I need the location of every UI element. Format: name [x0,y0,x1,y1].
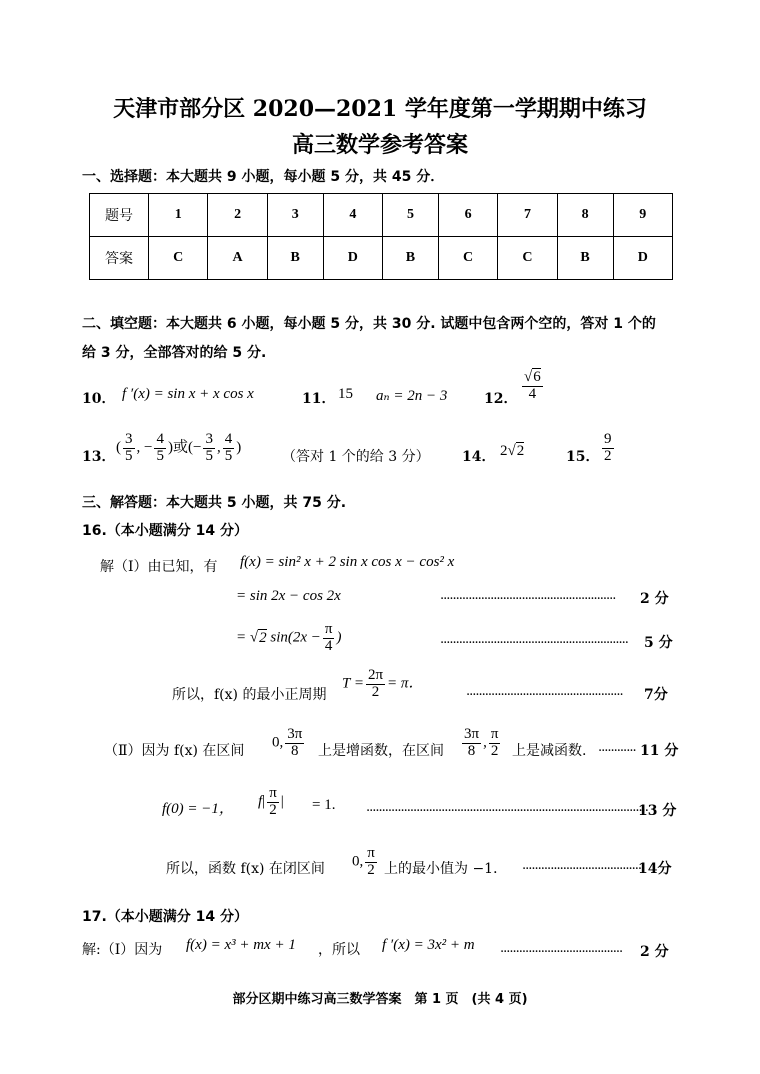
q16-values-score: 13 分 [638,803,677,819]
q15-answer: $\frac{9}{2}$ [604,431,612,464]
table-cell: 6 [438,194,497,237]
document-title-line1: 天津市部分区 2020—2021 学年度第一学期期中练习 [113,96,647,122]
table-header-answer: 答案 [90,237,149,280]
q16-line2: = sin 2x − cos 2x [236,588,341,604]
table-cell: 8 [557,194,613,237]
q16-line3-score: 5 分 [644,635,673,651]
dot-leader: .................................................. [466,684,623,699]
dot-leader: ....................................... [500,941,623,956]
q16-conclusion-score: 14分 [638,861,672,877]
q16-conclusion-b: 上的最小值为 −1． [384,861,508,877]
q17-line1-b: f(x) = x³ + mx + 1 [186,937,296,953]
q17-line1-a: 解:（Ⅰ）因为 [82,942,163,958]
table-cell: B [383,237,439,280]
dot-leader: .......................................................................................... [366,800,648,815]
table-cell: A [208,237,267,280]
table-cell: D [323,237,382,280]
section3-heading: 三、解答题：本大题共 5 小题，共 75 分. [82,495,347,511]
q16-part2-text-b: 上是增函数，在区间 [318,743,444,759]
q16-line3: = √2 sin(2x − $\frac{\pi}{4}$ ) [236,621,342,654]
table-header-number: 题号 [90,194,149,237]
q16-interval-1: 0, $\frac{3\pi}{8}$ [272,726,303,759]
q16-period-score: 7分 [644,687,668,703]
q11-label: 11． [302,391,336,407]
table-row-answers [90,237,673,280]
dot-leader: ........................................................ [440,588,616,603]
q16-part1-intro: 解（Ⅰ）由已知，有 [100,559,218,575]
page-footer: 部分区期中练习高三数学答案 第 1 页 (共 4 页) [232,992,528,1007]
q11-answer-b: aₙ = 2n − 3 [376,388,448,404]
q12-answer: $\frac{√6}{4}$ [524,369,541,402]
document-title-line2: 高三数学参考答案 [291,132,468,158]
table-cell: 4 [323,194,382,237]
q11-answer-a: 15 [338,386,353,402]
table-cell: B [267,237,323,280]
table-cell: C [498,237,557,280]
q14-label: 14． [462,449,496,465]
table-cell: 3 [267,194,323,237]
table-cell: D [613,237,672,280]
q16-values-fx: f| $\frac{\pi}{2}$ | [258,785,284,818]
table-cell: C [149,237,208,280]
q16-part2-text-a: （Ⅱ）因为 f(x) 在区间 [104,743,245,759]
dot-leader: ............ [598,740,636,755]
table-cell: 1 [149,194,208,237]
q16-part2-text-c: 上是减函数. [512,743,587,759]
q12-label: 12． [484,391,518,407]
q13-note: （答对 1 个的给 3 分） [282,449,430,465]
table-cell: 7 [498,194,557,237]
q16-conclusion-a: 所以，函数 f(x) 在闭区间 [166,861,325,877]
answer-table [89,193,673,280]
q13-or: 或 [172,439,188,456]
q16-values-b: = 1. [312,797,336,813]
table-cell: 5 [383,194,439,237]
section2-heading-line1: 二、填空题：本大题共 6 小题，每小题 5 分，共 30 分. 试题中包含两个空的，答对 1 个的 [82,316,656,332]
q17-line1-d: f ′(x) = 3x² + m [382,937,475,953]
q16-line1: f(x) = sin² x + 2 sin x cos x − cos² x [240,554,455,570]
q16-interval-2: $\frac{3\pi}{8}$ , $\frac{\pi}{2}$ [464,726,499,759]
q16-period-text: 所以，f(x) 的最小正周期 [172,687,327,703]
q16-part2-score: 11 分 [640,743,679,759]
q15-label: 15． [566,449,600,465]
q16-line2-score: 2 分 [640,591,669,607]
table-cell: 2 [208,194,267,237]
section2-heading-line2: 给 3 分，全部答对的给 5 分. [82,345,267,361]
q16-header: 16.（本小题满分 14 分） [82,523,249,539]
q10-label: 10． [82,391,116,407]
q12-denominator: 4 [528,385,537,402]
dot-leader: ...................................... [522,858,642,873]
q16-interval-3: 0, $\frac{\pi}{2}$ [352,845,375,878]
q12-numerator: 6 [533,369,541,385]
q13-answer: ( $\frac{3}{5}$ , − $\frac{4}{5}$ )或(− $\frac{3}{5}$ , $\frac{4}{5}$ ) [116,431,242,464]
dot-leader: ............................................................ [440,632,628,647]
q10-answer: f ′(x) = sin x + x cos x [122,386,254,402]
table-cell: 9 [613,194,672,237]
table-row-numbers [90,194,673,237]
section1-heading: 一、选择题：本大题共 9 小题，每小题 5 分，共 45 分． [82,169,445,185]
q16-values: f(0) = −1， [162,801,234,817]
table-cell: B [557,237,613,280]
q17-line1-score: 2 分 [640,944,669,960]
q17-line1-c: ，所以 [318,942,360,958]
q14-answer: 2√2 [500,443,525,459]
q16-period-formula: T = $\frac{2\pi}{2}$ = π． [342,667,424,700]
q13-label: 13． [82,449,116,465]
table-cell: C [438,237,497,280]
q17-header: 17.（本小题满分 14 分） [82,909,249,925]
